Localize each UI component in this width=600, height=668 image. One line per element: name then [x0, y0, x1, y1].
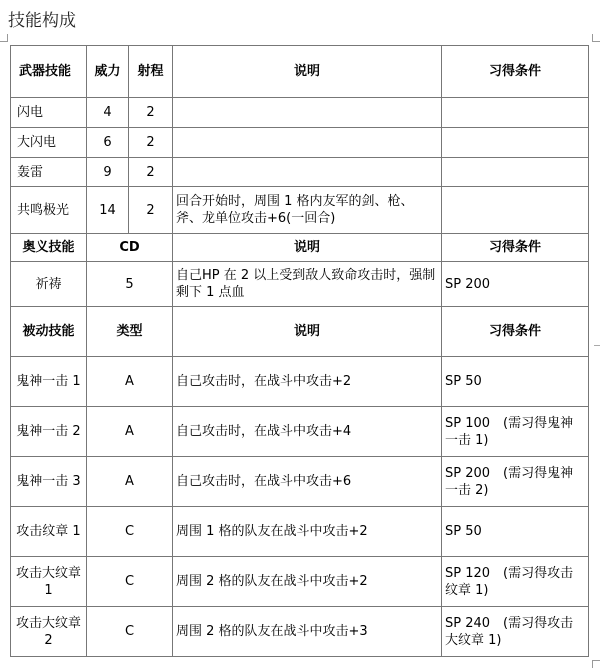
- table-row: [11, 262, 589, 307]
- table-row: [11, 187, 589, 234]
- table-row: [11, 357, 589, 407]
- skill-cond: SP 120 (需习得攻击纹章 1): [442, 557, 589, 607]
- special-header-row: [11, 234, 589, 262]
- skill-cond: [442, 187, 589, 234]
- passive-header-cond: 习得条件: [442, 307, 589, 357]
- skill-type: C: [87, 557, 173, 607]
- weapon-header-power: 威力: [87, 46, 129, 98]
- weapon-header-desc: 说明: [173, 46, 442, 98]
- weapon-header-cond: 习得条件: [442, 46, 589, 98]
- skill-cond: [442, 98, 589, 128]
- skill-desc: [173, 128, 442, 158]
- skill-name: 闪电: [11, 98, 87, 128]
- skill-cond: [442, 158, 589, 187]
- skill-type: A: [87, 457, 173, 507]
- page-title: 技能构成: [8, 11, 76, 31]
- special-header-cd: CD: [87, 234, 173, 262]
- weapon-header-row: [11, 46, 589, 98]
- skill-name: 祈祷: [11, 262, 87, 307]
- skill-power: 6: [87, 128, 129, 158]
- skill-name: 轰雷: [11, 158, 87, 187]
- skill-desc: [173, 158, 442, 187]
- passive-header-type: 类型: [87, 307, 173, 357]
- skill-desc: [173, 98, 442, 128]
- skill-cond: SP 200: [442, 262, 589, 307]
- skill-range: 2: [129, 128, 173, 158]
- skill-desc: 自己HP 在 2 以上受到敌人致命攻击时，强制剩下 1 点血: [173, 262, 442, 307]
- table-row: [11, 557, 589, 607]
- margin-corner-mark: [592, 34, 600, 42]
- skill-desc: 周围 2 格的队友在战斗中攻击+2: [173, 557, 442, 607]
- skill-desc: 回合开始时，周围 1 格内友军的剑、枪、斧、龙单位攻击+6(一回合): [173, 187, 442, 234]
- table-row: [11, 98, 589, 128]
- special-header-name: 奥义技能: [11, 234, 87, 262]
- skill-range: 2: [129, 187, 173, 234]
- weapon-header-range: 射程: [129, 46, 173, 98]
- skill-name: 攻击大纹章 1: [11, 557, 87, 607]
- skill-name: 大闪电: [11, 128, 87, 158]
- skill-desc: 周围 2 格的队友在战斗中攻击+3: [173, 607, 442, 657]
- table-row: [11, 607, 589, 657]
- skill-cond: SP 50: [442, 507, 589, 557]
- skill-range: 2: [129, 158, 173, 187]
- skill-range: 2: [129, 98, 173, 128]
- margin-corner-mark: [0, 34, 8, 42]
- skill-type: C: [87, 607, 173, 657]
- table-row: [11, 407, 589, 457]
- table-row: [11, 457, 589, 507]
- table-row: [11, 158, 589, 187]
- skill-type: A: [87, 407, 173, 457]
- skill-table: [10, 45, 589, 657]
- skill-cond: SP 100 (需习得鬼神一击 1): [442, 407, 589, 457]
- passive-header-desc: 说明: [173, 307, 442, 357]
- weapon-header-name: 武器技能: [11, 46, 87, 98]
- skill-cd: 5: [87, 262, 173, 307]
- margin-corner-mark: [592, 660, 600, 668]
- skill-cond: SP 200 (需习得鬼神一击 2): [442, 457, 589, 507]
- passive-header-name: 被动技能: [11, 307, 87, 357]
- skill-desc: 自己攻击时，在战斗中攻击+2: [173, 357, 442, 407]
- table-row: [11, 507, 589, 557]
- skill-desc: 自己攻击时，在战斗中攻击+4: [173, 407, 442, 457]
- skill-name: 共鸣极光: [11, 187, 87, 234]
- margin-tick: [594, 345, 600, 346]
- skill-desc: 自己攻击时，在战斗中攻击+6: [173, 457, 442, 507]
- skill-name: 鬼神一击 1: [11, 357, 87, 407]
- skill-cond: [442, 128, 589, 158]
- skill-name: 攻击大纹章 2: [11, 607, 87, 657]
- skill-power: 9: [87, 158, 129, 187]
- table-row: [11, 128, 589, 158]
- skill-name: 攻击纹章 1: [11, 507, 87, 557]
- skill-cond: SP 240 (需习得攻击大纹章 1): [442, 607, 589, 657]
- skill-type: C: [87, 507, 173, 557]
- special-header-cond: 习得条件: [442, 234, 589, 262]
- skill-desc: 周围 1 格的队友在战斗中攻击+2: [173, 507, 442, 557]
- special-header-desc: 说明: [173, 234, 442, 262]
- skill-cond: SP 50: [442, 357, 589, 407]
- passive-header-row: [11, 307, 589, 357]
- skill-name: 鬼神一击 2: [11, 407, 87, 457]
- skill-type: A: [87, 357, 173, 407]
- skill-power: 14: [87, 187, 129, 234]
- skill-power: 4: [87, 98, 129, 128]
- skill-name: 鬼神一击 3: [11, 457, 87, 507]
